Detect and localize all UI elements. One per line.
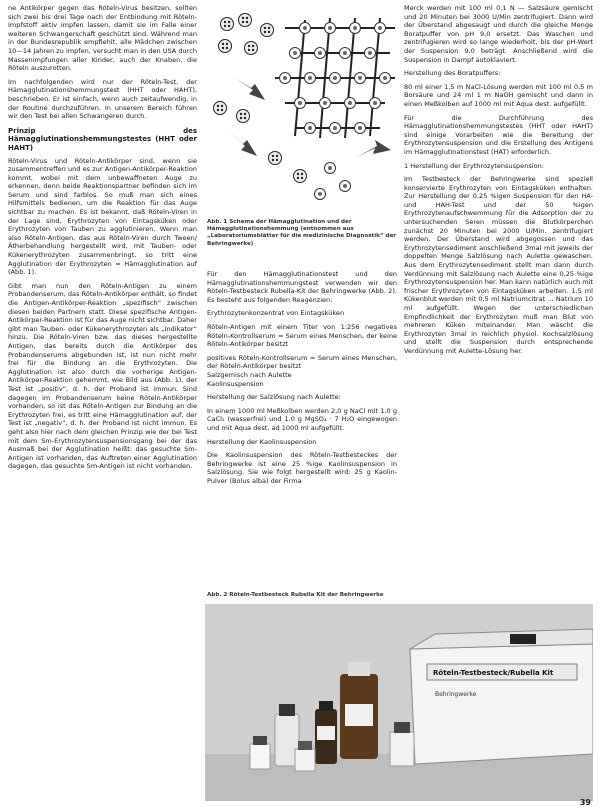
paragraph: 80 ml einer 1,5 m NaCl-Lösung werden mit 100 ml 0,5 m Borsäure und 24 ml 1 m NaOH gemischt und dann in einen Meßkolben auf 1000 ml mit Aqua dest. aufgefüllt. [404, 82, 593, 108]
test-kit-photo [205, 604, 593, 801]
column-3 [404, 4, 593, 361]
paragraph: Für die Durchführung des Hämagglutinationshemmungstestes (HHT oder HAHT) sind einige Vorarbeiten wie die Bereitung der Erythrozytensuspension und die Erstellung des Antigens im Hämagglutinationstest (HAT) erforderlich. [404, 113, 593, 156]
paragraph: 1 Herstellung der Erythrozytensuspension: [404, 161, 544, 170]
paragraph: Die Kaolinsuspension des Röteln-Testbesteckes der Behringwerke ist eine 25 %ige Kaolinsuspension in Salzlösung. Sie wie folgt hergestellt wird: 25 g Kaolin-Pulver (Bolus alba) der Firma [207, 451, 397, 485]
paragraph: In einem 1000 ml Meßkolben werden 2,0 g NaCl mit 1,0 g CaCl₂ (wasserfrei) und 1,0 g MgSO₄ · 7 H₂O eingewogen und mit Aqua dest. ad 1000 ml aufgefüllt. [207, 406, 397, 432]
paragraph: ne Antikörper gegen das Röteln-Virus besitzen, sollten sich zwei bis drei Tage nach der Entbindung mit Röteln-Impfstoff aktiv impfen lassen, damit sie im Falle einer weiteren Schwangerschaft geschützt sind. Während man in der Bundesrepublik empfiehlt, alle Mädchen zwischen 10—14 Jahren zu impfen, versucht man in den USA durch Massenimpfungen aller Kinder, auch der Knaben, die Röteln auszurotten. [8, 4, 197, 73]
paragraph: Röteln-Antigen mit einem Titer von 1:256 negatives Röteln-Kontrollserum = Serum eines Menschen, der keine Röteln-Antikörper besitzt [207, 322, 397, 349]
figure-2-caption: Abb. 2 Röteln-Testbesteck Rubella Kit der Behringwerke [207, 592, 384, 598]
paragraph: Kaolinsuspension [207, 379, 264, 388]
paragraph: Im Testbesteck der Behringwerke sind speziell konservierte Erythrozyten von Eintagsküken enthalten. Zur Herstellung der 0,25 %igen Suspension für den HA- und HAH-Test und der 50 %igen Erythrozytenaufschwemmung für die Adsorption der zu untersuchenden Seren müssen die Blutkörperchen zunächst 20 Minuten bei 2000 U/Min. zentrifugiert werden. Der Überstand wird abgegossen und das Erythrozytensediment anschließend 3mal mit jeweils der doppelten Menge Salzlösung nach Aulette gewaschen. Aus dem Erythrozytensediment stellt man dann durch Verdünnung mit Salzlösung nach Aulette eine 0,25 %ige Erythrozytensuspension her. Man kann natürlich auch mit frischer Erythrozyten von Eintagsküken arbeiten. 1,5 ml Kükenblut werden mit 0,5 ml Natriumcitrat ... Natrium 10 ml aufgefüllt. Wegen der unterschiedlichen Empfindlichkeit der Erythrozyten muß man Blut von mehreren Küken miteinander. Man wäscht die Erythrozyten 3mal in reichlich physiol. Kochsalzlösung und stellt die Suspension durch entsprechende Verdünnung mit Aulette-Lösung her. [404, 175, 593, 355]
virus-particles [219, 14, 274, 55]
paragraph: Im nachfolgenden wird nur der Röteln-Test, der Hämagglutinationshemmungstest (HHT oder HAHT), beschrieben. Er ist einfach, wenn auch zeitaufwendig, in der Routine durchzuführen. In unserem Bereich führen wir den Test bei allen Schwangeren durch. [8, 77, 197, 121]
paragraph: Merck werden mit 100 ml 0,1 N — Salzsäure gemischt und 20 Minuten bei 3000 U/Min zentrifugiert. Dann wird der Überstand abgesaugt und durch die gleiche Menge Boratpuffer von pH 9,0 ersetzt. Das Waschen und zentrifugieren wird so lange wiederholt, bis der pH-Wert der Suspension 9,0 beträgt. Anschließend wird die Suspension in Dampf autoklaviert. [404, 4, 593, 64]
paragraph: Gibt man nun den Röteln-Antigen zu einem Probandenserum, das Röteln-Antikörper enthält, so findet die Antigen-Antikörper-Reaktion „spezifisch“ zwischen diesen beiden Partnern statt. Diese spezifische Antigen-Antikörper-Reaktion ist für das Auge nicht sichtbar. Daher gibt man Tauben- oder Kükenerythrozyten als „Indikator“ hinzu. Die Röteln-Viren bzw. das dieses hergestellte Antigen, das bereits durch die Antikörper des Probandenserums abgebunden ist, ist nun nicht mehr frei für die Bindung an die Erythrozyten. Die Agglutination ist also durch die vorherige Antigen-Antikörper-Reaktion gehemmt, wie Bild aus (Abb. 1), der Test ist „positiv“, d. h. der Proband ist immun. Sind dagegen im Probandenserum keine Röteln-Antikörper vorhanden, so ist das Röteln-Antigen zur Bindung an die Erythrozyten frei, es tritt eine Hämagglutination auf, der Test ist „negativ“, d. h. der Proband ist nicht immun. Es geht also hier nach dem gleichen Prinzip wie der bei Test mit dem Sm-Erythrozytensuspensionsgang bei der das Ausmaß bei der Agglutination heißt: das gesuchte Sm-Antigen ist vorhanden, das Auftreten einer Agglutination dagegen, das gesuchte Sm-Antigen ist nicht vorhanden. [8, 281, 197, 471]
kit-illustration [205, 604, 593, 801]
page-number: 39 [579, 798, 591, 807]
paragraph: Herstellung der Salzlösung nach Aulette: [207, 393, 341, 402]
paragraph: Für den Hämagglutinationstest und den Hämagglutinationshemmungstest verwenden wir den Röteln-Testbesteck Rubella-Kit der Behringwerke (Abb. 2). Es besteht aus folgenden Reagenzien: [207, 270, 397, 304]
paragraph: Erythrozytenkonzentrat von Eintagsküken [207, 309, 345, 318]
figure-1-schema [205, 8, 400, 213]
paragraph: positives Röteln-Kontrollserum = Serum eines Menschen, der Röteln-Antikörper besitzt [207, 353, 397, 371]
column-1 [8, 4, 197, 476]
kit-box-brand: Behringwerke [435, 691, 477, 698]
paragraph: Salzgemisch nach Aulette [207, 370, 292, 379]
paragraph: Herstellung der Kaolinsuspension [207, 437, 317, 446]
paragraph: Röteln-Virus und Röteln-Antikörper sind, wenn sie zusammentreffen und es zur Antigen-Antikörper-Reaktion kommt, wobei mit dem unbewaffneten Auge zu erkennen, denn beide Reaktionspartner befinden sich im Serum und sind farblos. So muß man sich eines Hilfsmittels bedienen, um die Reaktion für das Auge sichtbar zu machen. Es ist bekannt, daß Röteln-Viren in der Lage sind, Erythrozyten von Eintagsküken oder Erythrozyten von Tauben zu agglutinieren. Wenn man also Röteln-Antigen, das aus Röteln-Viren durch Tween/Ätherbehandlung hergestellt wird, mit Tauben- oder Kükenerythrozyten zusammenbringt, so tritt eine Agglutination der Erythrozyten = Hämagglutination auf (Abb. 1). [8, 156, 197, 277]
section-heading: Prinzip des Hämagglutinationshemmungstestes (HHT oder HAHT) [8, 126, 197, 152]
antibody-blocked-virus [214, 102, 351, 200]
figure-1-caption: Abb. 1 Schema der Hämagglutination und der Hämagglutinationshemmung (entnommen aus „Laboratoriumsblätter für die medizinische Diagnostik“ der Behringwerke) [207, 219, 397, 247]
paragraph: Herstellung des Boratpuffers: [404, 69, 501, 78]
column-2 [207, 270, 397, 490]
kit-box-label: Röteln-Testbesteck/Rubella Kit [433, 669, 554, 677]
arrows [225, 78, 391, 158]
